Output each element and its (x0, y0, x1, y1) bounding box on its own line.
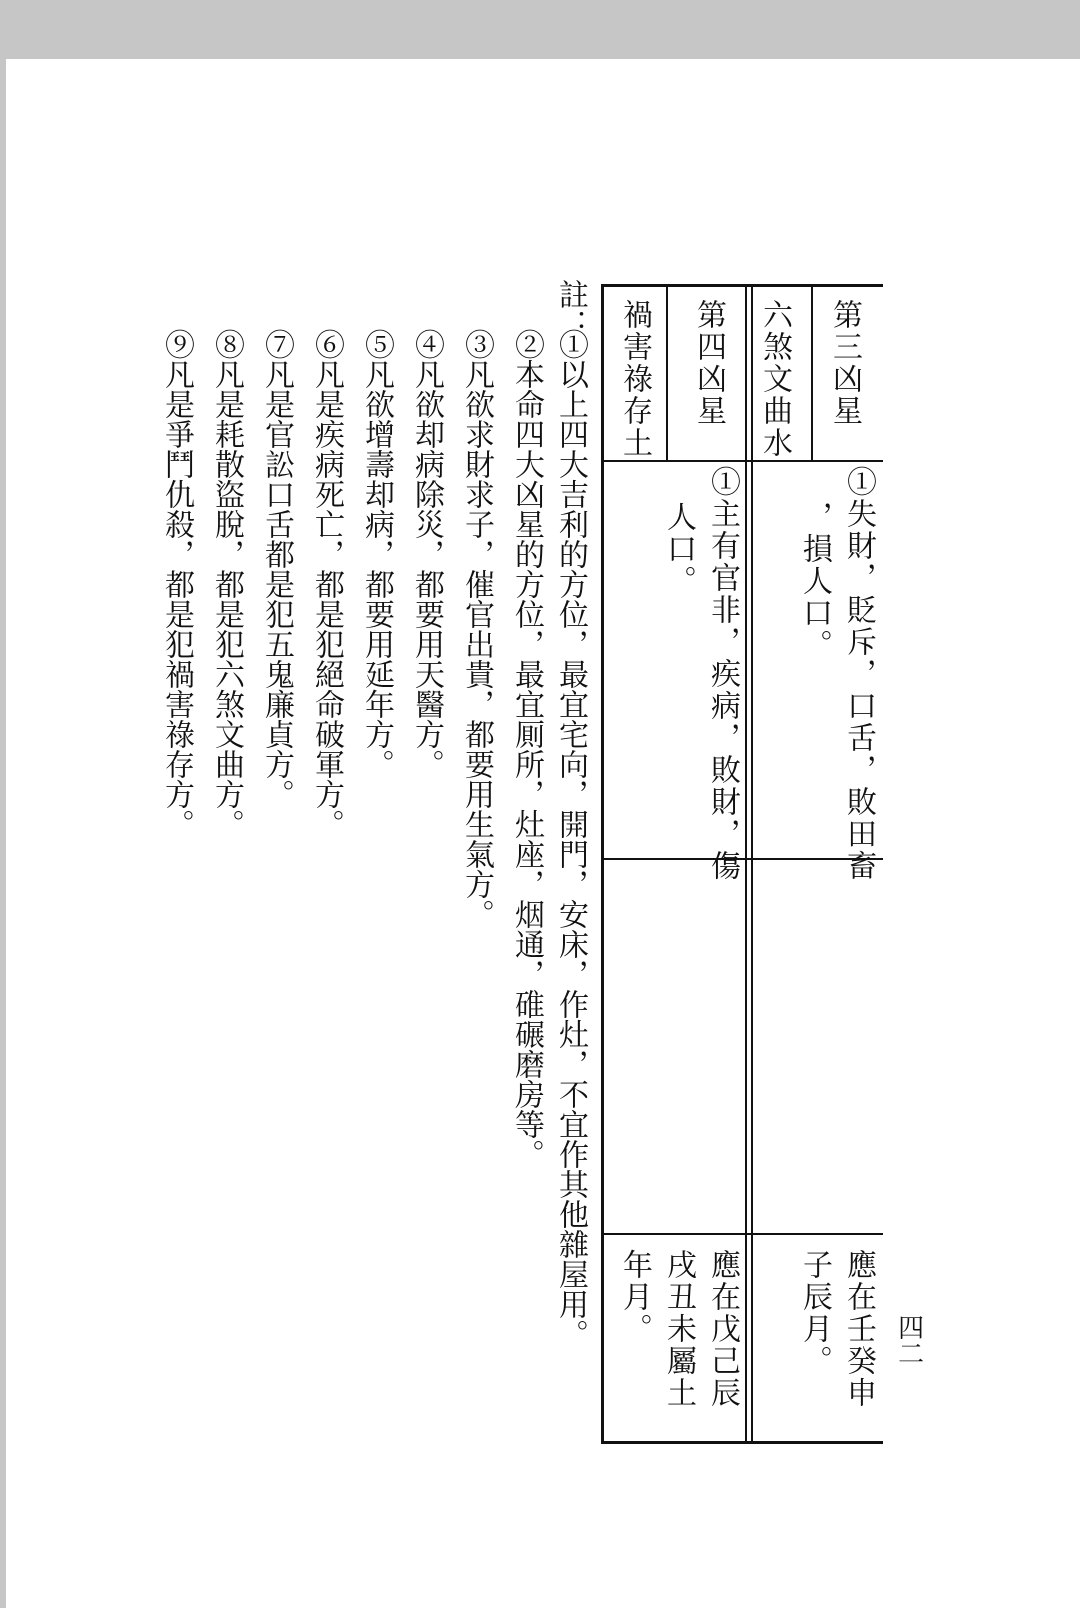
star-name-3: 第三凶星 (827, 299, 862, 427)
effect-line-3: ①主有官非，疾病，敗財，傷 (705, 466, 740, 882)
effect-line-1: ①失財，貶斥，口舌，敗田畜 (841, 466, 876, 882)
note-8: ⑧凡是耗散盜脫，都是犯六煞文曲方。 (209, 329, 244, 839)
separator-col-1-2 (811, 284, 813, 462)
separator-double-b (751, 284, 753, 1444)
note-1: ①以上四大吉利的方位，最宜宅向，開門，安床，作灶，不宜作其他雜屋用。 (553, 329, 588, 1349)
note-7: ⑦凡是官訟口舌都是犯五鬼廉貞方。 (259, 329, 294, 809)
note-5: ⑤凡欲增壽却病，都要用延年方。 (359, 329, 394, 779)
star-name-3-element: 六煞文曲水 (757, 299, 792, 459)
timing-line-2: 子辰月。 (797, 1249, 832, 1377)
effect-line-4: 人口。 (661, 501, 696, 597)
table-left-border (601, 284, 604, 1444)
table-top-border (601, 284, 883, 287)
table-bottom-border (601, 1441, 883, 1444)
separator-col-3-4 (666, 284, 668, 462)
note-9: ⑨凡是爭鬥仇殺，都是犯禍害祿存方。 (159, 329, 194, 839)
notes-label: 註： (553, 279, 588, 339)
separator-double-a (745, 284, 747, 1444)
note-2: ②本命四大凶星的方位，最宜厠所，灶座，烟通，碓碾磨房等。 (509, 329, 544, 1169)
star-name-4: 第四凶星 (691, 299, 726, 427)
timing-line-4: 戌丑未屬土 (661, 1249, 696, 1409)
header-separator (601, 460, 883, 462)
timing-line-1: 應在壬癸申 (841, 1249, 876, 1409)
page-number: 四二 (893, 1314, 924, 1366)
book-page (6, 59, 1080, 1608)
star-name-4-element: 禍害祿存土 (617, 299, 652, 459)
note-6: ⑥凡是疾病死亡，都是犯絕命破軍方。 (309, 329, 344, 839)
timing-line-5: 年月。 (617, 1249, 652, 1345)
note-4: ④凡欲却病除災，都要用天醫方。 (409, 329, 444, 779)
effect-line-2: ，損人口。 (797, 501, 832, 661)
timing-line-3: 應在戊己辰 (705, 1249, 740, 1409)
note-3: ③凡欲求財求子，催官出貴，都要用生氣方。 (459, 329, 494, 929)
blank-separator (601, 1233, 883, 1235)
